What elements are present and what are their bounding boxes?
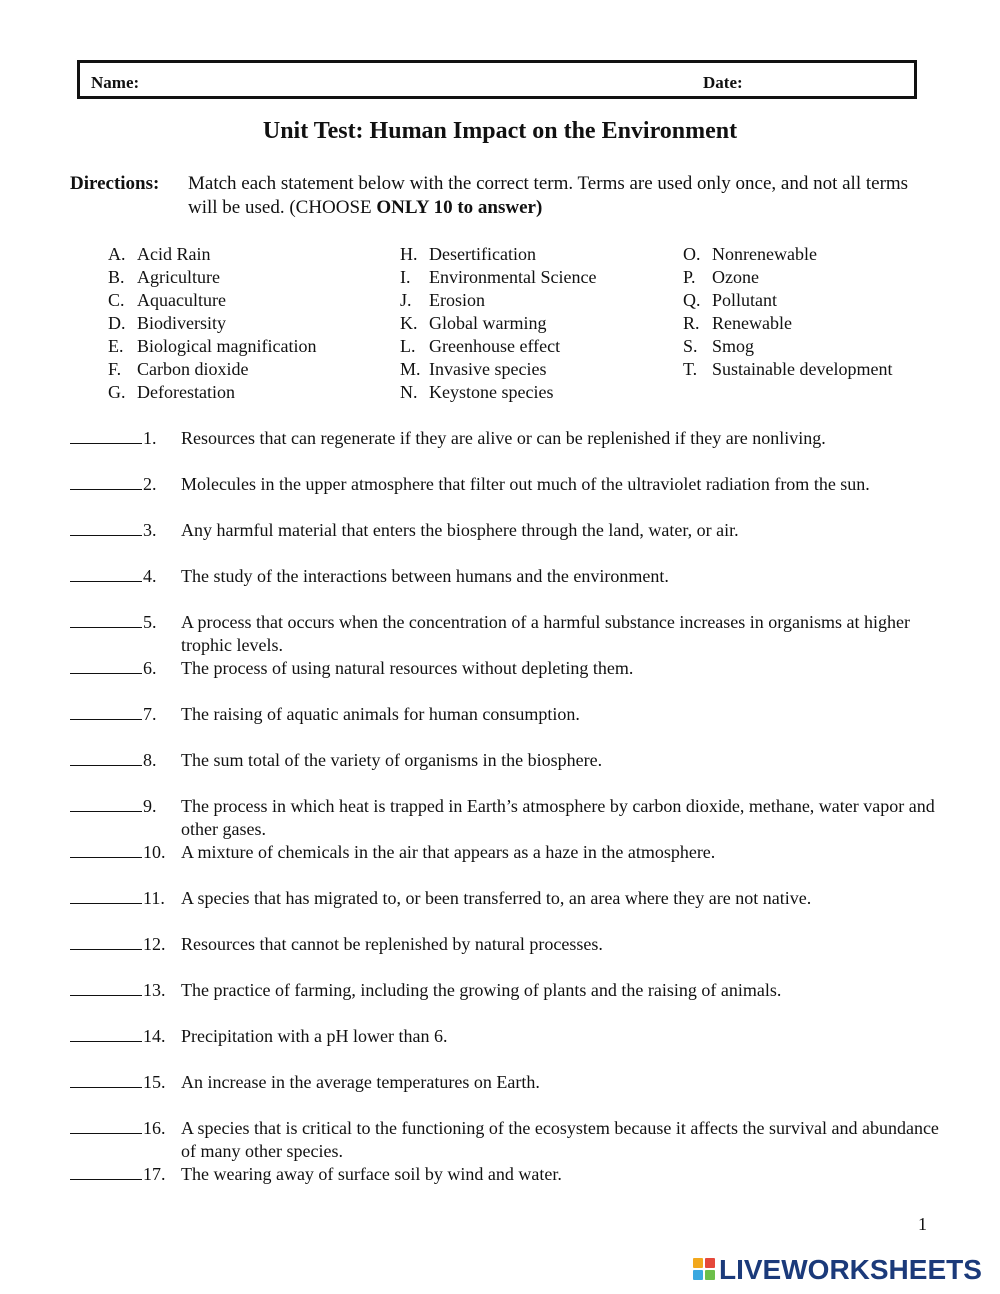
question-number: 3. (143, 520, 157, 540)
term-letter: M. (400, 359, 421, 379)
question-number: 10. (143, 842, 166, 862)
term-text: Biodiversity (137, 313, 226, 333)
answer-blank-2[interactable] (70, 489, 142, 490)
term-item (108, 243, 316, 266)
question-number: 1. (143, 428, 157, 448)
term-letter: K. (400, 313, 418, 333)
term-letter: R. (683, 313, 700, 333)
liveworksheets-logo-text: LIVEWORKSHEETS (719, 1254, 982, 1285)
question-text: Molecules in the upper atmosphere that filter out much of the ultraviolet radiation from the sun. (181, 474, 870, 494)
question-number: 17. (143, 1164, 166, 1184)
term-letter: S. (683, 336, 698, 356)
question-text: The process in which heat is trapped in Earth’s atmosphere by carbon dioxide, methane, water vapor and other gases. (181, 796, 935, 839)
answer-blank-15[interactable] (70, 1087, 142, 1088)
name-label: Name: (91, 73, 140, 92)
directions-body: Match each statement below with the correct term. Terms are used only once, and not all terms will be used. (CHOOSE (188, 173, 909, 218)
answer-blank-13[interactable] (70, 995, 142, 996)
terms-column-2 (400, 243, 596, 404)
question-text: A mixture of chemicals in the air that appears as a haze in the atmosphere. (181, 842, 716, 862)
directions-label: Directions: (70, 173, 160, 194)
page-title: Unit Test: Human Impact on the Environment (262, 118, 738, 144)
term-item (683, 312, 892, 335)
term-item (683, 243, 892, 266)
question-number: 5. (143, 612, 157, 632)
question-text: Any harmful material that enters the biosphere through the land, water, or air. (181, 520, 739, 540)
answer-blank-10[interactable] (70, 857, 142, 858)
date-label: Date: (703, 73, 743, 92)
term-item (400, 266, 596, 289)
question-text: The raising of aquatic animals for human consumption. (181, 704, 580, 724)
term-item (108, 312, 316, 335)
term-letter: H. (400, 244, 418, 264)
term-text: Sustainable development (712, 359, 893, 379)
question-number: 15. (143, 1072, 166, 1092)
term-text: Global warming (429, 313, 547, 333)
term-text: Aquaculture (137, 290, 226, 310)
name-date-box (77, 60, 917, 99)
term-item (400, 335, 596, 358)
term-text: Pollutant (712, 290, 778, 310)
answer-blank-11[interactable] (70, 903, 142, 904)
question-text: A process that occurs when the concentration of a harmful substance increases in organisms at higher trophic levels. (181, 612, 910, 655)
liveworksheets-logo-icon (693, 1258, 715, 1282)
question-number: 7. (143, 704, 157, 724)
term-text: Renewable (712, 313, 792, 333)
term-item (400, 243, 596, 266)
question-text: A species that is critical to the functioning of the ecosystem because it affects the survival and abundance of many other species. (181, 1118, 939, 1161)
term-letter: I. (400, 267, 411, 287)
answer-blank-4[interactable] (70, 581, 142, 582)
liveworksheets-logo (693, 1255, 993, 1285)
answer-blank-8[interactable] (70, 765, 142, 766)
question-number: 9. (143, 796, 157, 816)
term-item (683, 266, 892, 289)
terms-column-1 (108, 243, 316, 404)
term-text: Desertification (429, 244, 536, 264)
term-item (108, 335, 316, 358)
term-text: Carbon dioxide (137, 359, 249, 379)
term-text: Environmental Science (429, 267, 597, 287)
term-item (108, 381, 316, 404)
answer-blank-9[interactable] (70, 811, 142, 812)
question-number: 14. (143, 1026, 166, 1046)
answer-blank-16[interactable] (70, 1133, 142, 1134)
answer-blank-5[interactable] (70, 627, 142, 628)
question-number: 12. (143, 934, 166, 954)
question-text: The practice of farming, including the growing of plants and the raising of animals. (181, 980, 782, 1000)
term-item (400, 358, 596, 381)
term-text: Ozone (712, 267, 759, 287)
term-letter: A. (108, 244, 126, 264)
question-number: 4. (143, 566, 157, 586)
question-number: 11. (143, 888, 165, 908)
term-letter: O. (683, 244, 701, 264)
terms-column-3 (683, 243, 892, 381)
question-text: Resources that cannot be replenished by natural processes. (181, 934, 603, 954)
term-text: Erosion (429, 290, 485, 310)
term-text: Deforestation (137, 382, 235, 402)
term-text: Invasive species (429, 359, 547, 379)
term-item (108, 358, 316, 381)
answer-blank-3[interactable] (70, 535, 142, 536)
question-text: Resources that can regenerate if they are alive or can be replenished if they are nonliving. (181, 428, 826, 448)
answer-blank-6[interactable] (70, 673, 142, 674)
term-text: Agriculture (137, 267, 220, 287)
term-letter: D. (108, 313, 126, 333)
term-item (108, 289, 316, 312)
term-text: Acid Rain (137, 244, 211, 264)
term-item (683, 335, 892, 358)
answer-blank-17[interactable] (70, 1179, 142, 1180)
question-text: A species that has migrated to, or been transferred to, an area where they are not native. (181, 888, 812, 908)
term-letter: Q. (683, 290, 701, 310)
term-letter: J. (400, 290, 412, 310)
directions-emphasis: ONLY 10 to answer) (376, 197, 543, 218)
question-number: 16. (143, 1118, 166, 1138)
term-item (683, 358, 892, 381)
term-text: Biological magnification (137, 336, 317, 356)
term-letter: P. (683, 267, 696, 287)
term-letter: L. (400, 336, 416, 356)
term-text: Greenhouse effect (429, 336, 561, 356)
term-letter: F. (108, 359, 122, 379)
term-item (108, 266, 316, 289)
term-text: Nonrenewable (712, 244, 817, 264)
question-text: Precipitation with a pH lower than 6. (181, 1026, 448, 1046)
term-letter: C. (108, 290, 125, 310)
answer-blank-14[interactable] (70, 1041, 142, 1042)
term-letter: T. (683, 359, 698, 379)
question-number: 8. (143, 750, 157, 770)
question-number: 2. (143, 474, 157, 494)
term-item (400, 289, 596, 312)
term-text: Smog (712, 336, 755, 356)
question-text: The process of using natural resources without depleting them. (181, 658, 634, 678)
question-text: The study of the interactions between humans and the environment. (181, 566, 669, 586)
term-letter: N. (400, 382, 418, 402)
page-number: 1 (918, 1214, 927, 1234)
directions-text (188, 172, 928, 220)
question-number: 13. (143, 980, 166, 1000)
question-text: The sum total of the variety of organisms in the biosphere. (181, 750, 603, 770)
term-item (683, 289, 892, 312)
answer-blank-12[interactable] (70, 949, 142, 950)
term-letter: B. (108, 267, 125, 287)
question-text: An increase in the average temperatures on Earth. (181, 1072, 540, 1092)
term-item (400, 381, 596, 404)
question-number: 6. (143, 658, 157, 678)
term-text: Keystone species (429, 382, 554, 402)
term-letter: E. (108, 336, 124, 356)
question-text: The wearing away of surface soil by wind and water. (181, 1164, 562, 1184)
term-item (400, 312, 596, 335)
term-letter: G. (108, 382, 126, 402)
answer-blank-1[interactable] (70, 443, 142, 444)
answer-blank-7[interactable] (70, 719, 142, 720)
